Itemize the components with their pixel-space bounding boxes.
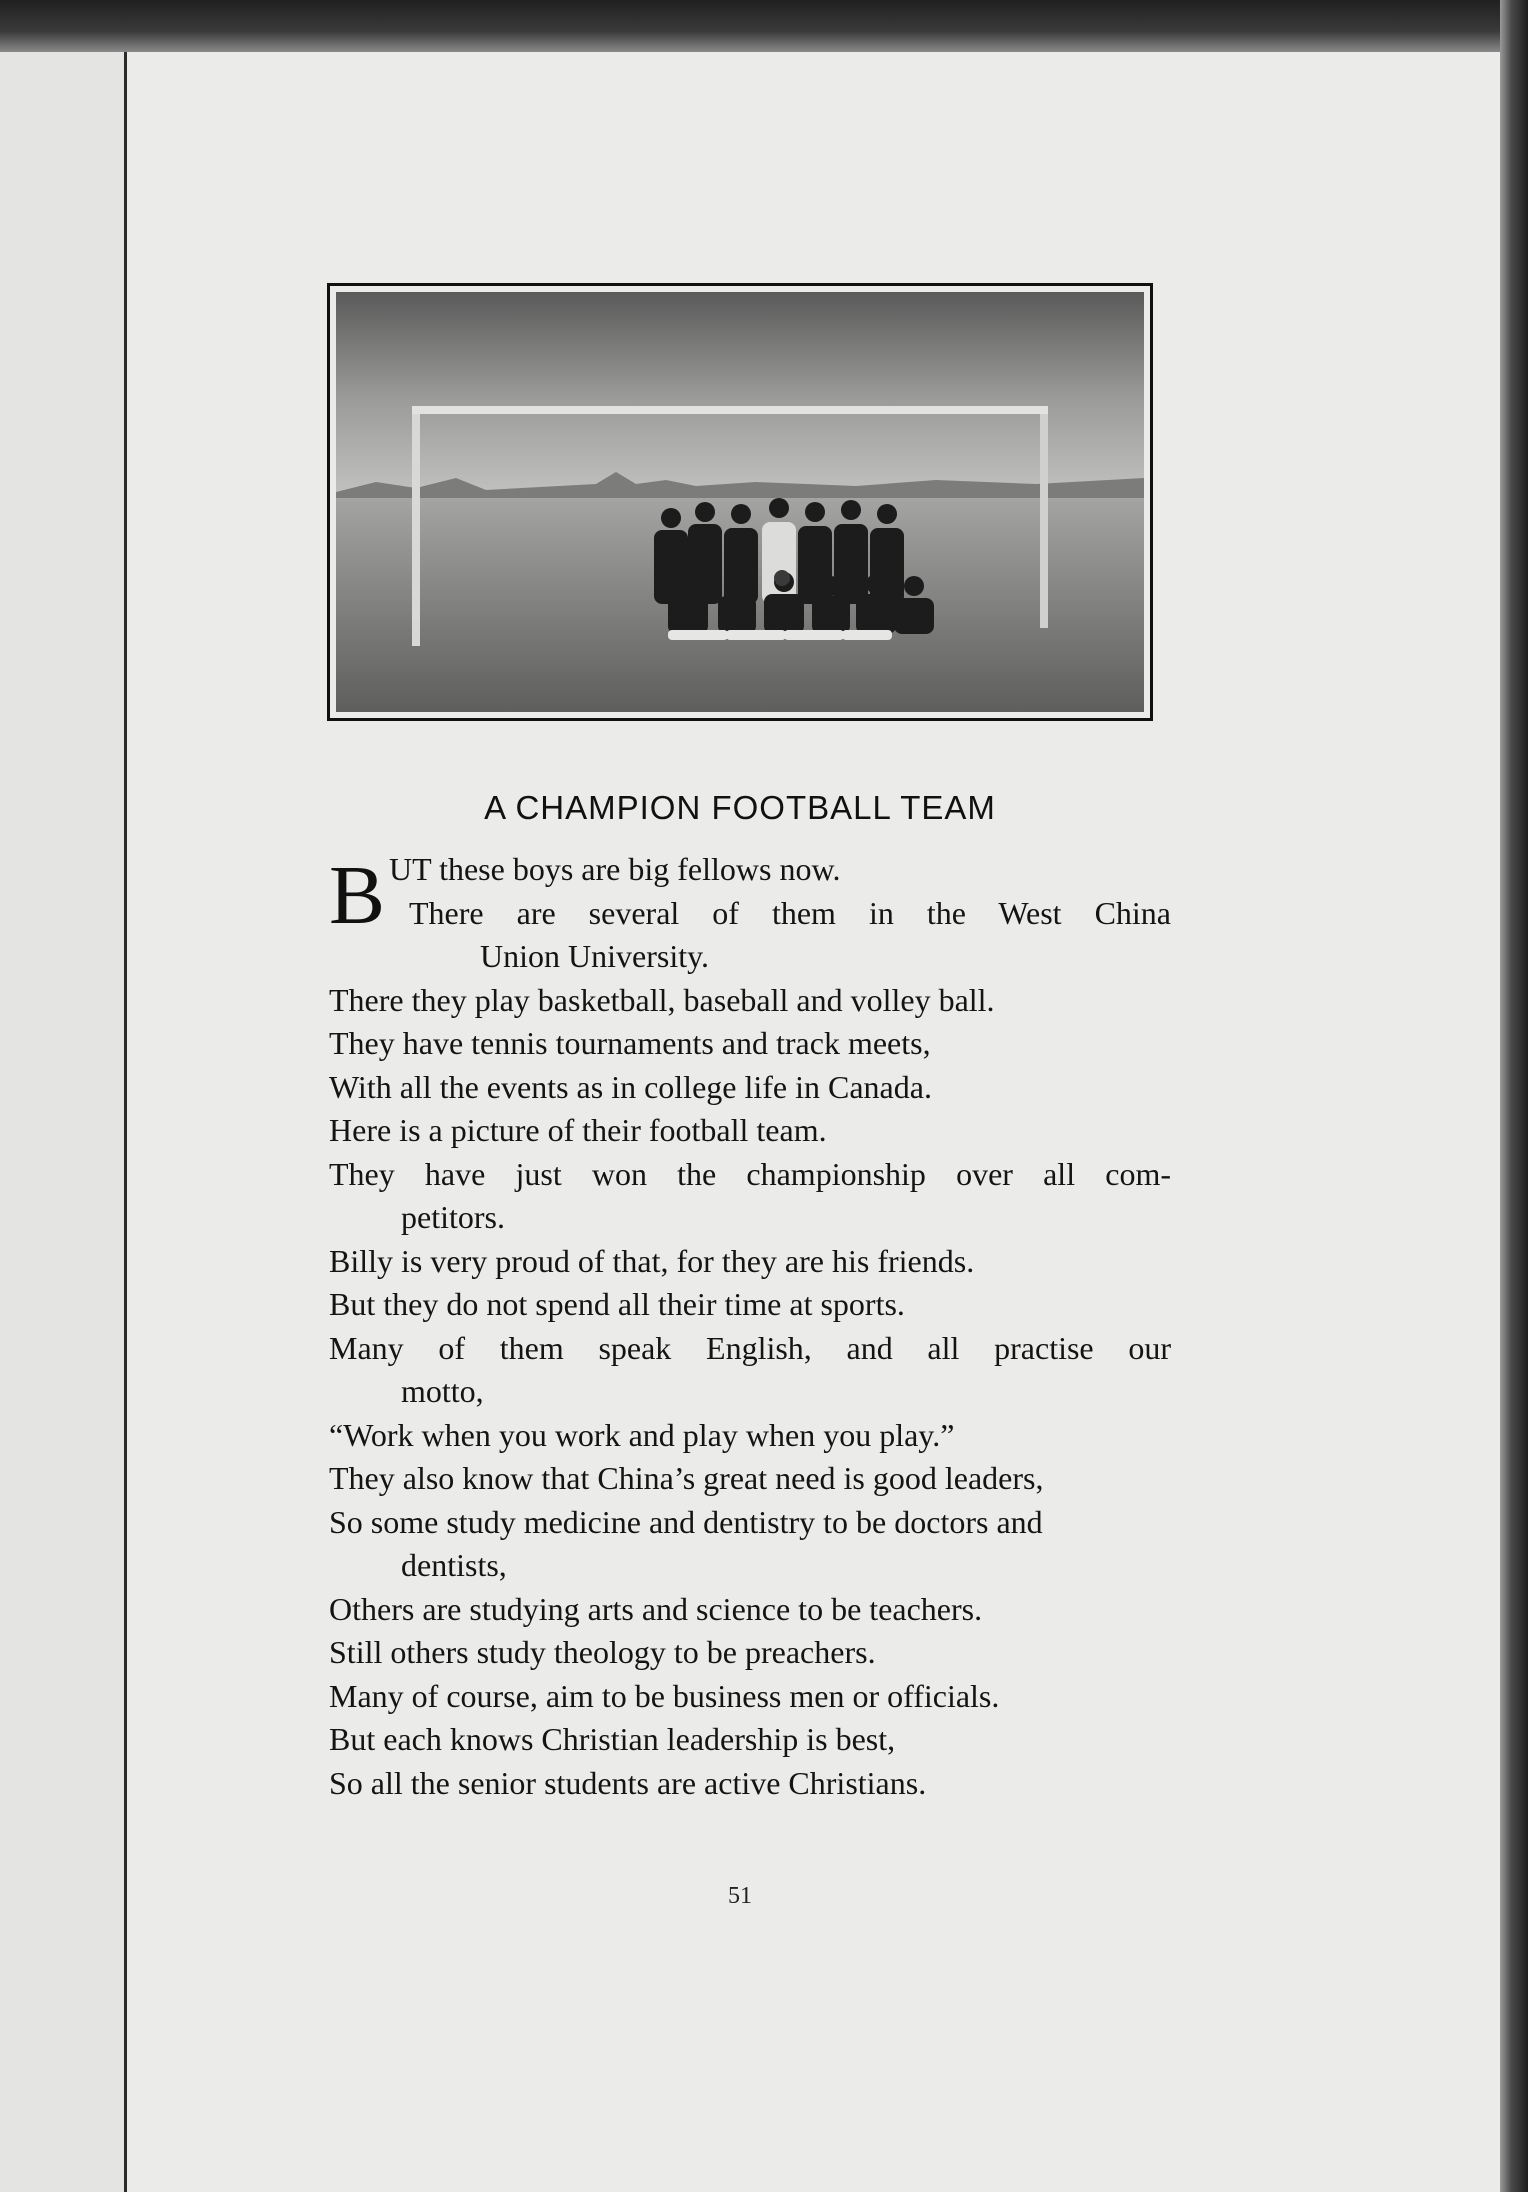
text-line: dentists, [401, 1547, 507, 1583]
text-line: Many of course, aim to be business men or officials. [329, 1677, 1000, 1714]
book-page [127, 52, 1500, 2192]
player-white-trousers [668, 630, 892, 640]
text-line: With all the events as in college life in Canada. [329, 1068, 932, 1105]
text-line: “Work when you work and play when you play.” [329, 1416, 955, 1453]
text-line: motto, [401, 1373, 484, 1409]
drop-cap: B [329, 849, 386, 942]
text-line: There are several of them in the West China [409, 894, 1171, 931]
text-line: petitors. [401, 1199, 505, 1235]
text-line: So all the senior students are active Christians. [329, 1764, 927, 1801]
book-cover-edge [1500, 0, 1528, 2192]
football-team-photo [336, 292, 1144, 712]
photo-caption: A CHAMPION FOOTBALL TEAM [484, 789, 996, 826]
text-line: Still others study theology to be preachers. [329, 1634, 876, 1670]
page-number: 51 [728, 1883, 752, 1909]
text-line: So some study medicine and dentistry to be doctors and [329, 1503, 1043, 1540]
text-line: Others are studying arts and science to be teachers. [329, 1590, 983, 1627]
football-ball [774, 570, 790, 586]
body-text [329, 848, 1171, 1805]
text-line: But they do not spend all their time at sports. [329, 1286, 905, 1322]
text-line: Union University. [480, 938, 710, 974]
text-line: But each knows Christian leadership is best, [329, 1721, 896, 1757]
text-line: They have tennis tournaments and track meets, [329, 1025, 931, 1061]
goal-post-right [1040, 410, 1048, 628]
goal-crossbar [412, 406, 1048, 414]
text-line: There they play basketball, baseball and volley ball. [329, 981, 995, 1018]
text-line: Many of them speak English, and all practise our [329, 1329, 1171, 1366]
left-page-margin [0, 52, 127, 2192]
text-line: UT these boys are big fellows now. [389, 851, 841, 887]
goal-post-left [412, 410, 420, 646]
scan-top-edge [0, 0, 1528, 52]
text-line: They also know that China’s great need is good leaders, [329, 1460, 1044, 1496]
team-photograph [327, 283, 1153, 721]
text-line: They have just won the championship over all com- [329, 1155, 1171, 1192]
text-line: Billy is very proud of that, for they are his friends. [329, 1242, 975, 1279]
photo-sky [336, 292, 1144, 502]
text-line: Here is a picture of their football team. [329, 1112, 827, 1148]
